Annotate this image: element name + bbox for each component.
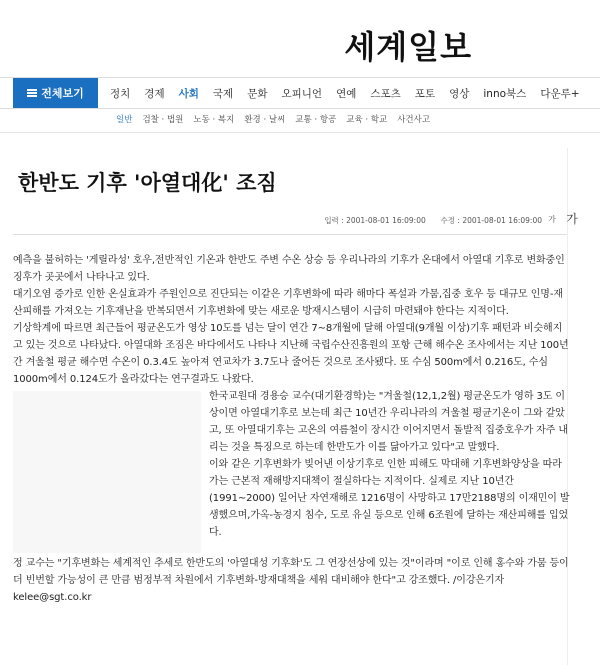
main-nav: [0, 77, 600, 109]
article-paragraph: 이와 같은 기후변화가 빚어낸 이상기후로 인한 피해도 막대해 기후변화양상을 따라가는 근본적 재해방지대책이 절실하다는 지적이다. 실제로 지난 10년간(1991∼2000) 일어난 자연재해로 1216명이 사망하고 17만2188명의 이재민이 발생했으며,가옥-농경지 침수, 도로 유실 등으로 인해 6조원에 달하는 재산피해를 입었다.: [209, 459, 570, 538]
meta-divider: [13, 234, 567, 235]
nav-item[interactable]: 다운루+: [540, 87, 580, 100]
sub-nav: [116, 113, 440, 125]
subnav-item[interactable]: 검찰 · 법원: [142, 115, 184, 125]
hamburger-icon: [27, 89, 37, 97]
nav-item[interactable]: 영상: [449, 87, 470, 100]
nav-item[interactable]: 포토: [414, 87, 436, 100]
nav-item[interactable]: 오피니언: [281, 87, 323, 100]
nav-item[interactable]: 문화: [247, 87, 268, 100]
subnav-item[interactable]: 교통 · 항공: [295, 115, 337, 125]
subnav-item[interactable]: 환경 · 날씨: [244, 115, 286, 125]
nav-item[interactable]: 국제: [212, 87, 234, 100]
nav-item[interactable]: 사회: [178, 87, 199, 100]
font-size-large-button[interactable]: 가: [566, 211, 578, 226]
article-paragraph: 대기오염 증가로 인한 온실효과가 주원인으로 진단되는 이같은 기후변화에 따라 해마다 폭설과 가뭄,집중 호우 등 대규모 인명-재산피해를 가져오는 기후재난을 반복되면서 기후변화에 맞는 새로운 방재시스템이 시급히 마련돼야 한다는 지적이다.: [13, 289, 563, 317]
subnav-item[interactable]: 일반: [116, 115, 133, 125]
full-menu-button[interactable]: [13, 78, 98, 108]
nav-divider: [0, 132, 600, 133]
article-image-placeholder: [13, 391, 201, 553]
article-meta: [324, 215, 542, 226]
nav-item[interactable]: 정치: [110, 87, 131, 100]
subnav-item[interactable]: 사건사고: [397, 115, 431, 125]
article-paragraph: 예측을 불허하는 '게릴라성' 호우,전반적인 기온과 한반도 주변 수온 상승 등 우리나라의 기후가 온대에서 아열대 기후로 변화중인 징후가 곳곳에서 나타나고 있다.: [13, 255, 565, 283]
site-logo[interactable]: 세계일보: [344, 28, 472, 66]
subnav-item[interactable]: 교육 · 학교: [346, 115, 388, 125]
article-paragraph: 한국교원대 경용승 교수(대기환경학)는 "겨울철(12,1,2월) 평균온도가 영하 3도 이상이면 아열대기후로 보는데 최근 10년간 우리나라의 겨울철 평균기온이 그와 같았고, 또 아열대기후는 고온의 여름철이 장시간 이어지면서 돌발적 집중호우가 자주 내리는 것을 특징으로 하는데 한반도가 이를 닮아가고 있다"고 말했다.: [209, 391, 568, 453]
input-date: 입력 : 2001-08-01 16:09:00: [324, 216, 426, 225]
font-size-small-button[interactable]: 가: [548, 214, 556, 224]
subnav-item[interactable]: 노동 · 복지: [193, 115, 235, 125]
nav-item[interactable]: 경제: [144, 87, 165, 100]
article-paragraph: 정 교수는 "기후변화는 세계적인 추세로 한반도의 '아열대성 기후화'도 그 연장선상에 있는 것"이라며 "이로 인해 홍수와 가뭄 등이 더 빈번할 가능성이 큰 만큼 범정부적 차원에서 기후변화-방재대책을 세워 대비해야 한다"고 강조했다. /이강은기자 kelee@sgt.co.kr: [13, 558, 569, 603]
nav-item[interactable]: inno북스: [483, 87, 527, 100]
article-title: 한반도 기후 '아열대化' 조짐: [18, 171, 277, 195]
nav-item[interactable]: 연예: [336, 87, 357, 100]
nav-item[interactable]: 스포츠: [370, 87, 401, 100]
full-menu-label: 전체보기: [41, 87, 84, 100]
modified-date: 수정 : 2001-08-01 16:09:00: [440, 216, 542, 225]
article-body: [13, 252, 571, 606]
nav-items: [110, 78, 594, 108]
article-paragraph: 기상학계에 따르면 최근들어 평균온도가 영상 10도를 넘는 달이 연간 7∼8개월에 달해 아열대(9개월 이상)기후 패턴과 비슷해지고 있는 것으로 나타났다. 아열대화 조짐은 바다에서도 나타나 지난해 국립수산진흥원의 포항 근해 해수온 조사에서는 지난 100년간 겨울철 평균 해수면 수온이 0.3.4도 높아져 연교차가 3.7도나 줄어든 것으로 조사됐다. 또 수심 500m에서 0.216도, 수심 1000m에서 0.124도가 올라갔다는 연구결과도 나왔다.: [13, 323, 569, 385]
